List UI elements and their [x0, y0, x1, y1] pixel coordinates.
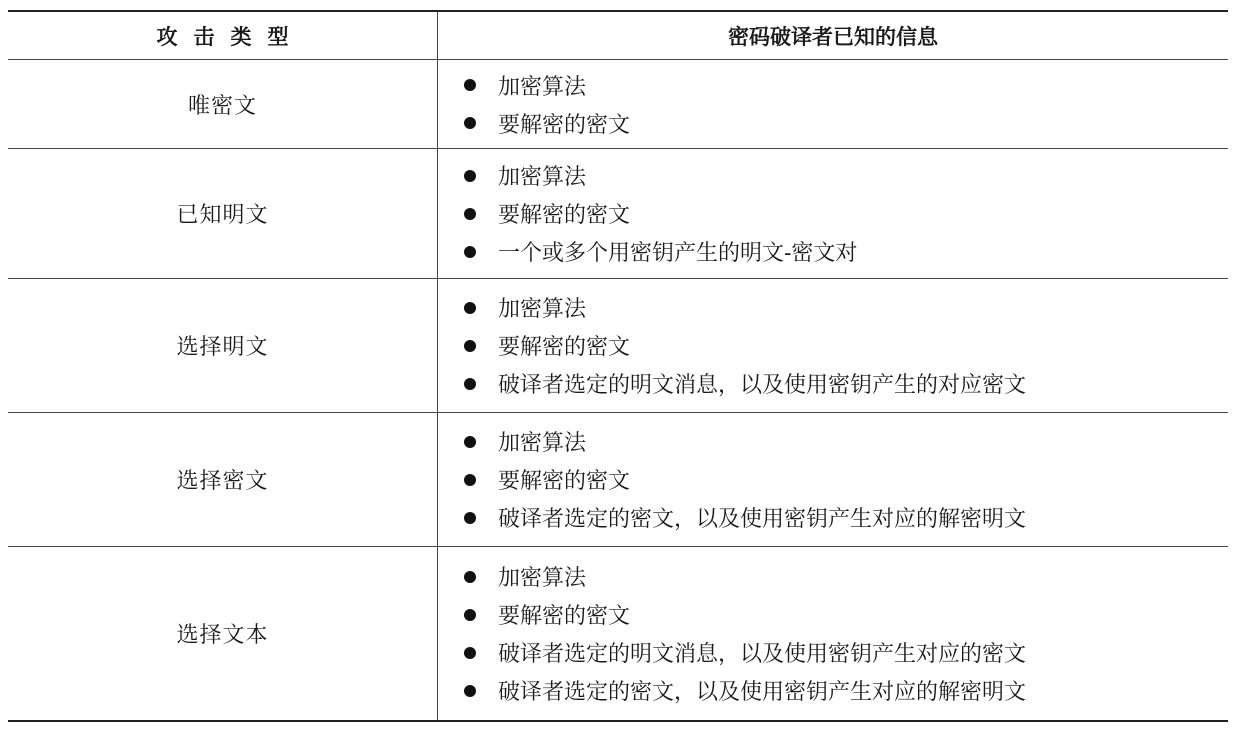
list-item-text: 破译者选定的明文消息，以及使用密钥产生的对应密文 — [498, 373, 1027, 398]
list-item — [464, 672, 1228, 710]
list-item — [464, 461, 1228, 499]
attack-type-cell: 已知明文 — [8, 149, 438, 279]
header-known-info: 密码破译者已知的信息 — [438, 12, 1228, 60]
list-item — [464, 558, 1228, 596]
list-item-text: 加密算法 — [498, 74, 587, 100]
bullet-icon — [464, 512, 476, 524]
attack-type-cell: 选择明文 — [8, 279, 438, 413]
attack-types-table — [8, 10, 1228, 722]
bullet-icon — [464, 208, 476, 220]
list-item-text: 破译者选定的明文消息，以及使用密钥产生对应的密文 — [498, 642, 1027, 667]
list-item-text: 要解密的密文 — [498, 335, 631, 360]
list-item-text: 加密算法 — [498, 431, 587, 456]
bullet-icon — [464, 79, 476, 91]
list-item — [464, 66, 1228, 104]
table-grid — [8, 12, 1228, 720]
known-info-cell — [438, 413, 1228, 547]
attack-type-cell: 选择密文 — [8, 413, 438, 547]
list-item — [464, 596, 1228, 634]
list-item — [464, 104, 1228, 142]
list-item-text: 要解密的密文 — [498, 203, 631, 228]
list-item — [464, 499, 1228, 537]
attack-type-cell: 选择文本 — [8, 547, 438, 720]
list-item — [464, 634, 1228, 672]
header-attack-type: 攻击类型 — [8, 12, 438, 60]
bullet-icon — [464, 378, 476, 390]
known-info-cell — [438, 279, 1228, 413]
bullet-icon — [464, 609, 476, 621]
list-item — [464, 289, 1228, 327]
list-item-text: 一个或多个用密钥产生的明文-密文对 — [498, 241, 858, 266]
bullet-icon — [464, 571, 476, 583]
bullet-icon — [464, 474, 476, 486]
list-item-text: 破译者选定的密文，以及使用密钥产生对应的解密明文 — [498, 507, 1027, 532]
list-item-text: 加密算法 — [498, 566, 587, 591]
list-item — [464, 157, 1228, 195]
list-item-text: 加密算法 — [498, 165, 587, 190]
known-info-cell — [438, 149, 1228, 279]
list-item-text: 要解密的密文 — [498, 604, 631, 629]
known-info-cell — [438, 60, 1228, 149]
bullet-icon — [464, 647, 476, 659]
list-item — [464, 365, 1228, 403]
list-item-text: 要解密的密文 — [498, 469, 631, 494]
list-item-text: 加密算法 — [498, 297, 587, 322]
bullet-icon — [464, 170, 476, 182]
list-item — [464, 423, 1228, 461]
attack-type-cell: 唯密文 — [8, 60, 438, 149]
list-item-text: 要解密的密文 — [498, 112, 631, 138]
bullet-icon — [464, 117, 476, 129]
known-info-cell — [438, 547, 1228, 720]
bullet-icon — [464, 436, 476, 448]
list-item — [464, 233, 1228, 271]
list-item — [464, 327, 1228, 365]
bullet-icon — [464, 685, 476, 697]
bullet-icon — [464, 340, 476, 352]
list-item-text: 破译者选定的密文，以及使用密钥产生对应的解密明文 — [498, 680, 1027, 705]
list-item — [464, 195, 1228, 233]
bullet-icon — [464, 302, 476, 314]
bullet-icon — [464, 246, 476, 258]
